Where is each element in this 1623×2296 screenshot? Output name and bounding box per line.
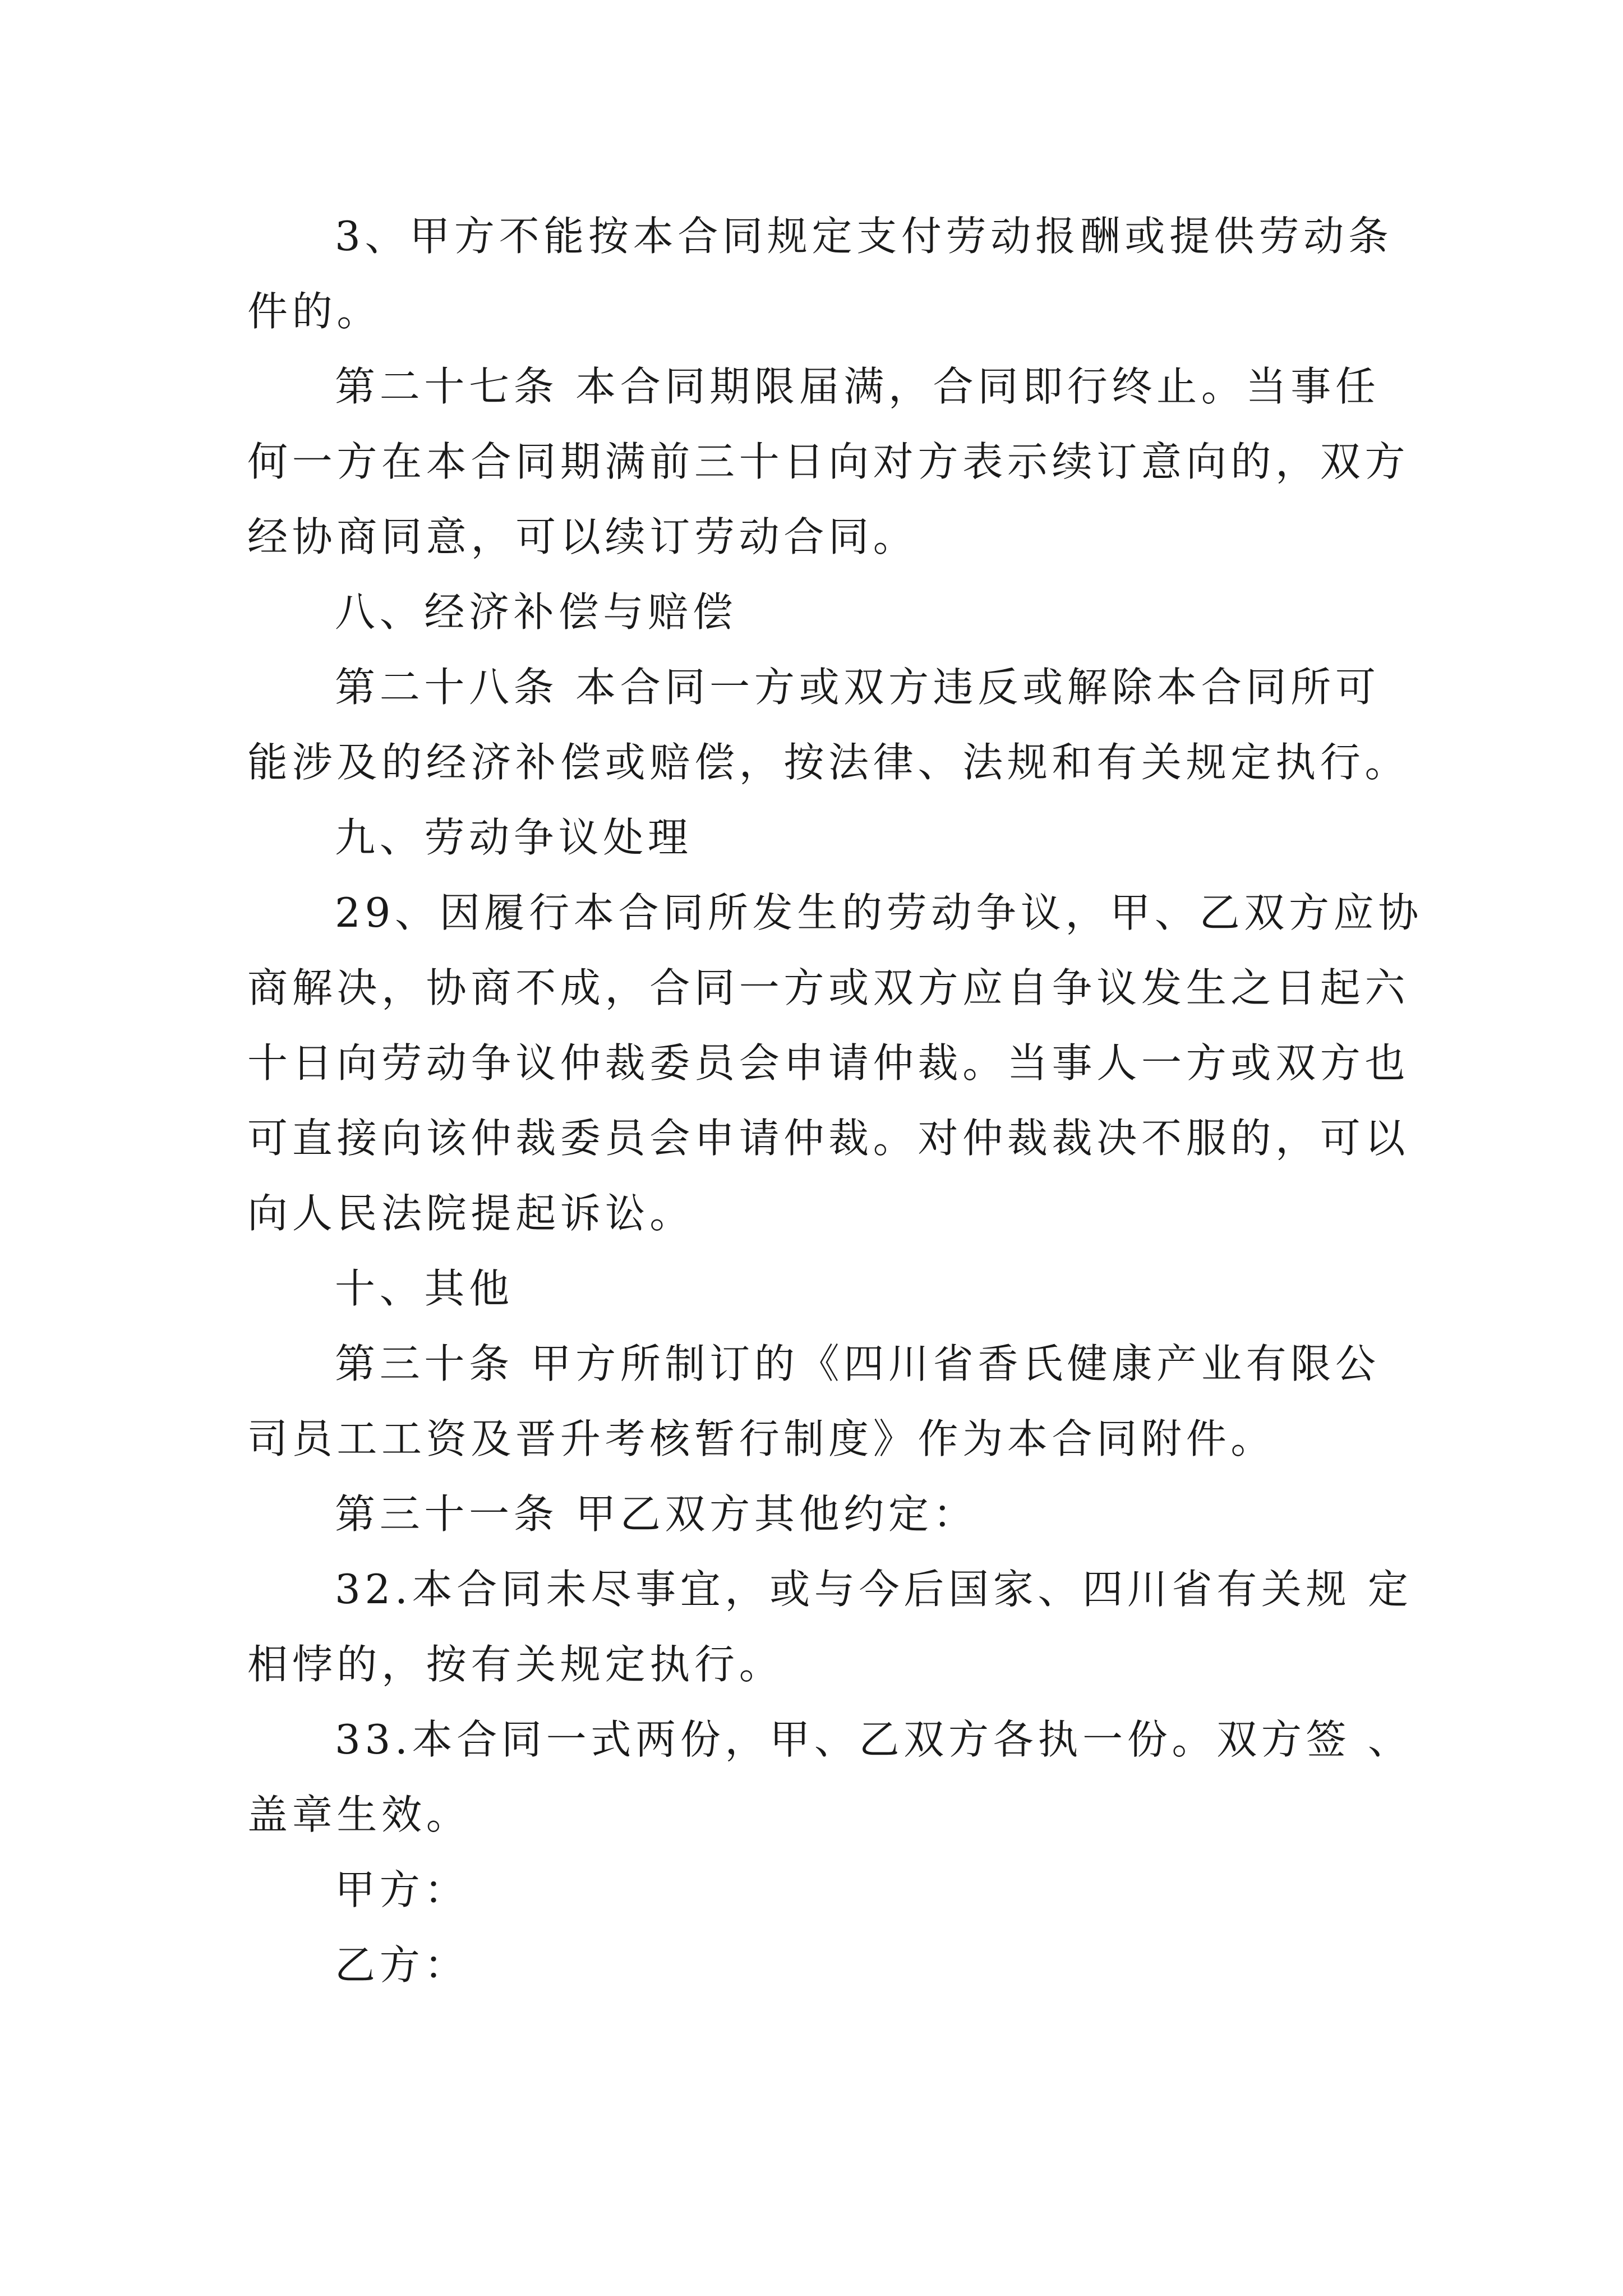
text-line: 何一方在本合同期满前三十日向对方表示续订意向的，双方 bbox=[247, 438, 1410, 485]
section-heading: 九、劳动争议处理 bbox=[335, 814, 693, 861]
text-line: 第三十一条 甲乙双方其他约定： bbox=[335, 1490, 978, 1538]
text-line: 32.本合同未尽事宜，或与今后国家、四川省有关规 定 bbox=[335, 1566, 1413, 1613]
text-line: 第二十七条 本合同期限届满，合同即行终止。当事任 bbox=[335, 363, 1380, 410]
section-heading: 十、其他 bbox=[335, 1265, 514, 1312]
text-line: 商解决，协商不成，合同一方或双方应自争议发生之日起六 bbox=[247, 964, 1410, 1011]
text-line: 向人民法院提起诉讼。 bbox=[247, 1190, 695, 1237]
text-line: 经协商同意，可以续订劳动合同。 bbox=[247, 513, 918, 560]
text-line: 第三十条 甲方所制订的《四川省香氏健康产业有限公 bbox=[335, 1340, 1380, 1387]
text-line: 十日向劳动争议仲裁委员会申请仲裁。当事人一方或双方也 bbox=[247, 1039, 1410, 1087]
party-a-label: 甲方： bbox=[335, 1866, 469, 1913]
text-line: 能涉及的经济补偿或赔偿，按法律、法规和有关规定执行。 bbox=[247, 739, 1410, 786]
text-line: 可直接向该仲裁委员会申请仲裁。对仲裁裁决不服的，可以 bbox=[247, 1115, 1410, 1162]
text-line: 33.本合同一式两份，甲、乙双方各执一份。双方签 、 bbox=[335, 1716, 1413, 1763]
text-line: 第二十八条 本合同一方或双方违反或解除本合同所可 bbox=[335, 664, 1380, 711]
text-line: 件的。 bbox=[247, 288, 382, 335]
text-line: 司员工工资及晋升考核暂行制度》作为本合同附件。 bbox=[247, 1415, 1276, 1462]
text-line: 29、因履行本合同所发生的劳动争议，甲、乙双方应协 bbox=[335, 889, 1423, 936]
section-heading: 八、经济补偿与赔偿 bbox=[335, 588, 737, 636]
text-line: 相悖的，按有关规定执行。 bbox=[247, 1641, 784, 1688]
party-b-label: 乙方： bbox=[335, 1941, 469, 1989]
text-line: 3、甲方不能按本合同规定支付劳动报酬或提供劳动条 bbox=[335, 213, 1393, 260]
text-line: 盖章生效。 bbox=[247, 1791, 471, 1838]
